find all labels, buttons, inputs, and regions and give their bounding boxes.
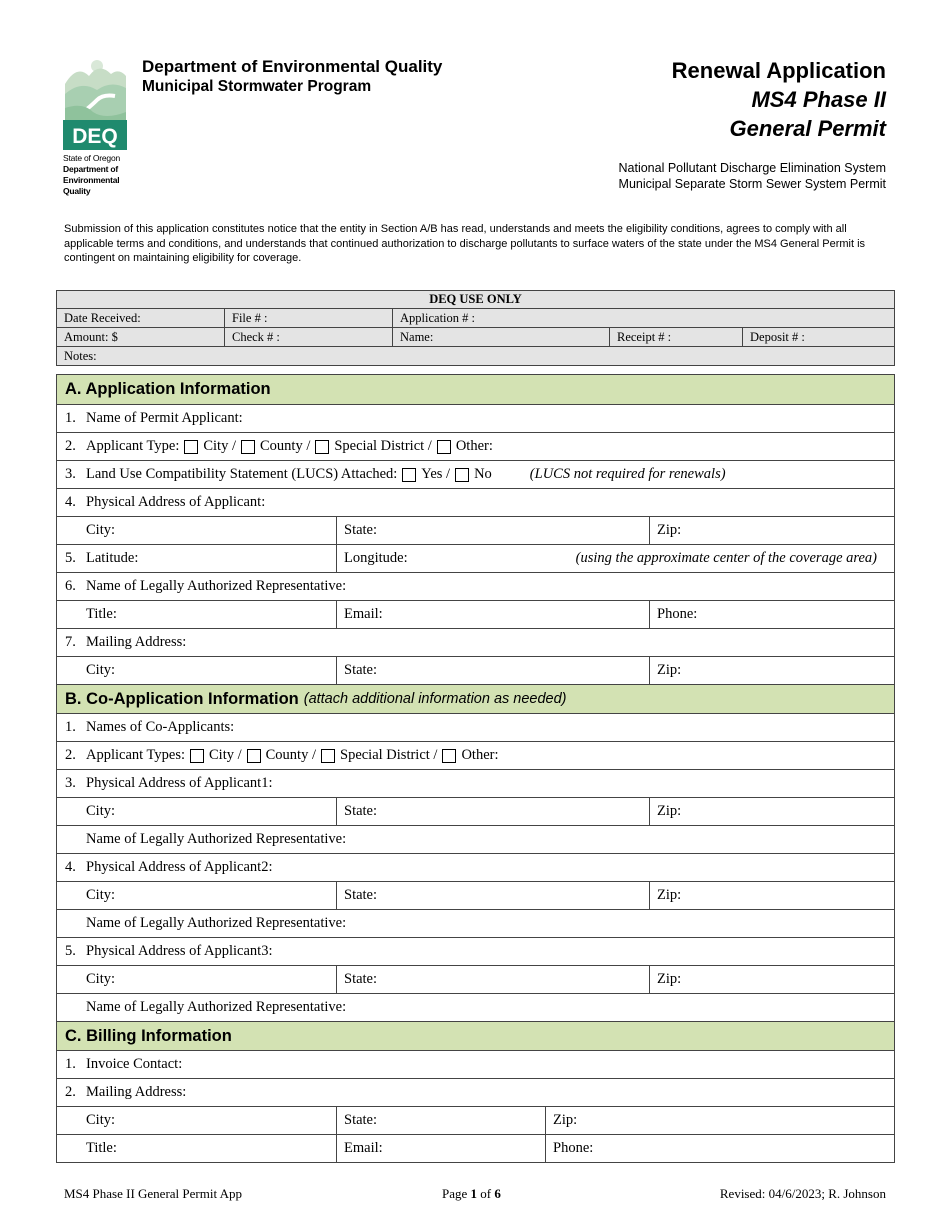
a3-lucs-row: 3. Land Use Compatibility Statement (LUCS) Attached: Yes / No (LUCS not required for renewals) <box>57 460 894 488</box>
a2-other-checkbox[interactable] <box>437 440 451 454</box>
b4-representative-row[interactable]: Name of Legally Authorized Representative: <box>57 909 894 937</box>
b4-city-field[interactable]: City: <box>86 887 116 903</box>
a2-applicant-type-row: 2. Applicant Type: City / County / Special District / Other: <box>57 432 894 460</box>
department-heading <box>142 57 442 97</box>
date-received-field[interactable]: Date Received: <box>64 311 141 325</box>
a3-no-checkbox[interactable] <box>455 468 469 482</box>
a6-email-field[interactable]: Email: <box>336 601 649 628</box>
c2-mailing-address-row[interactable]: 2. Mailing Address: <box>57 1078 894 1106</box>
b3-representative-row[interactable]: Name of Legally Authorized Representative: <box>57 825 894 853</box>
a3-yes-checkbox[interactable] <box>402 468 416 482</box>
b5-address-applicant3-row[interactable]: 5. Physical Address of Applicant3: <box>57 937 894 965</box>
a4-city-state-zip-row <box>57 516 894 544</box>
b2-special-district-checkbox[interactable] <box>321 749 335 763</box>
subtitle-line-1: MS4 Phase II <box>751 87 886 112</box>
title-line: Renewal Application <box>671 58 886 83</box>
form-title <box>672 57 886 143</box>
b5-city-field[interactable]: City: <box>86 971 116 987</box>
c2-title-email-phone-row <box>57 1134 894 1162</box>
check-number-field[interactable]: Check # : <box>224 328 392 346</box>
a4-physical-address-row[interactable]: 4. Physical Address of Applicant: <box>57 488 894 516</box>
logo-caption: State of Oregon Department of Environmental Quality <box>63 153 121 196</box>
b2-other-checkbox[interactable] <box>442 749 456 763</box>
section-b-header: B. Co-Application Information (attach additional information as needed) <box>57 684 894 713</box>
footer-doc-name: MS4 Phase II General Permit App <box>64 1186 243 1201</box>
subtitle-line-2: General Permit <box>729 116 886 141</box>
c2-email-field[interactable]: Email: <box>336 1135 545 1162</box>
a5-latitude-field[interactable]: 5. Latitude: <box>65 550 139 566</box>
npdes-caption: National Pollutant Discharge Elimination System Municipal Separate Storm Sewer System Permit <box>618 161 886 191</box>
a2-county-checkbox[interactable] <box>241 440 255 454</box>
a3-label: Land Use Compatibility Statement (LUCS) Attached: <box>86 466 398 482</box>
a4-zip-field[interactable]: Zip: <box>649 517 894 544</box>
a7-mailing-address-row[interactable]: 7. Mailing Address: <box>57 628 894 656</box>
a3-note: (LUCS not required for renewals) <box>529 466 726 482</box>
b2-city-checkbox[interactable] <box>190 749 204 763</box>
b3-zip-field[interactable]: Zip: <box>649 798 894 825</box>
c2-phone-field[interactable]: Phone: <box>545 1135 894 1162</box>
a6-phone-field[interactable]: Phone: <box>649 601 894 628</box>
deposit-number-field[interactable]: Deposit # : <box>742 328 894 346</box>
a5-note: (using the approximate center of the coverage area) <box>575 550 877 566</box>
deq-name-field[interactable]: Name: <box>392 328 609 346</box>
a4-city-field[interactable]: City: <box>86 522 116 538</box>
c1-invoice-contact-row[interactable]: 1. Invoice Contact: <box>57 1050 894 1078</box>
a5-coordinates-row <box>57 544 894 572</box>
a7-city-field[interactable]: City: <box>86 662 116 678</box>
a6-title-email-phone-row <box>57 600 894 628</box>
b1-co-applicants-row[interactable]: 1. Names of Co-Applicants: <box>57 713 894 741</box>
deq-use-only-title: DEQ USE ONLY <box>429 292 522 306</box>
deq-logo <box>63 54 129 197</box>
a2-special-district-checkbox[interactable] <box>315 440 329 454</box>
deq-wordmark: DEQ <box>72 125 118 148</box>
b3-address-applicant1-row[interactable]: 3. Physical Address of Applicant1: <box>57 769 894 797</box>
amount-field[interactable]: Amount: $ <box>64 330 118 344</box>
b4-state-field[interactable]: State: <box>336 882 649 909</box>
footer-revised: Revised: 04/6/2023; R. Johnson <box>719 1186 886 1201</box>
c2-state-field[interactable]: State: <box>336 1107 545 1134</box>
a5-longitude-field[interactable]: Longitude: (using the approximate center of the coverage area) <box>336 545 894 572</box>
a7-state-field[interactable]: State: <box>336 657 649 684</box>
footer-page-number: Page 1 of 6 <box>442 1186 501 1201</box>
a4-state-field[interactable]: State: <box>336 517 649 544</box>
b5-city-state-zip-row <box>57 965 894 993</box>
b3-city-field[interactable]: City: <box>86 803 116 819</box>
c2-city-state-zip-row <box>57 1106 894 1134</box>
application-form <box>56 374 895 1163</box>
section-a-header: A. Application Information <box>57 375 894 404</box>
a7-zip-field[interactable]: Zip: <box>649 657 894 684</box>
a1-permit-applicant-row[interactable]: 1. Name of Permit Applicant: <box>57 404 894 432</box>
b3-city-state-zip-row <box>57 797 894 825</box>
program-name: Municipal Stormwater Program <box>142 78 372 95</box>
a6-representative-row[interactable]: 6. Name of Legally Authorized Representative: <box>57 572 894 600</box>
receipt-number-field[interactable]: Receipt # : <box>609 328 742 346</box>
a2-city-checkbox[interactable] <box>184 440 198 454</box>
a2-label: Applicant Type: <box>86 438 180 454</box>
deq-use-only-table <box>56 290 895 366</box>
notes-field[interactable]: Notes: <box>64 349 97 363</box>
b4-city-state-zip-row <box>57 881 894 909</box>
b5-representative-row[interactable]: Name of Legally Authorized Representative: <box>57 993 894 1021</box>
submission-notice: Submission of this application constitutes notice that the entity in Section A/B has read, understands and meets the eligibility conditions, agrees to comply with all applicable terms and conditions, and understands that continued authorization to discharge pollutants to surface waters of the state under the MS4 General Permit is contingent on maintaining eligibility for coverage. <box>64 223 866 264</box>
file-number-field[interactable]: File # : <box>224 309 392 327</box>
c2-zip-field[interactable]: Zip: <box>545 1107 894 1134</box>
application-number-field[interactable]: Application # : <box>392 309 894 327</box>
c2-city-field[interactable]: City: <box>86 1112 116 1128</box>
deq-row-2 <box>57 327 894 346</box>
deq-logo-graphic <box>63 54 127 150</box>
b5-zip-field[interactable]: Zip: <box>649 966 894 993</box>
deq-row-1 <box>57 308 894 327</box>
b5-state-field[interactable]: State: <box>336 966 649 993</box>
section-c-header: C. Billing Information <box>57 1021 894 1050</box>
b2-county-checkbox[interactable] <box>247 749 261 763</box>
a1-label: Name of Permit Applicant: <box>86 410 243 426</box>
department-name: Department of Environmental Quality <box>142 57 443 76</box>
b2-applicant-types-row: 2. Applicant Types: City / County / Special District / Other: <box>57 741 894 769</box>
b4-address-applicant2-row[interactable]: 4. Physical Address of Applicant2: <box>57 853 894 881</box>
c2-title-field[interactable]: Title: <box>86 1140 117 1156</box>
a6-title-field[interactable]: Title: <box>86 606 117 622</box>
a7-city-state-zip-row <box>57 656 894 684</box>
deq-row-3 <box>57 346 894 365</box>
b3-state-field[interactable]: State: <box>336 798 649 825</box>
b4-zip-field[interactable]: Zip: <box>649 882 894 909</box>
